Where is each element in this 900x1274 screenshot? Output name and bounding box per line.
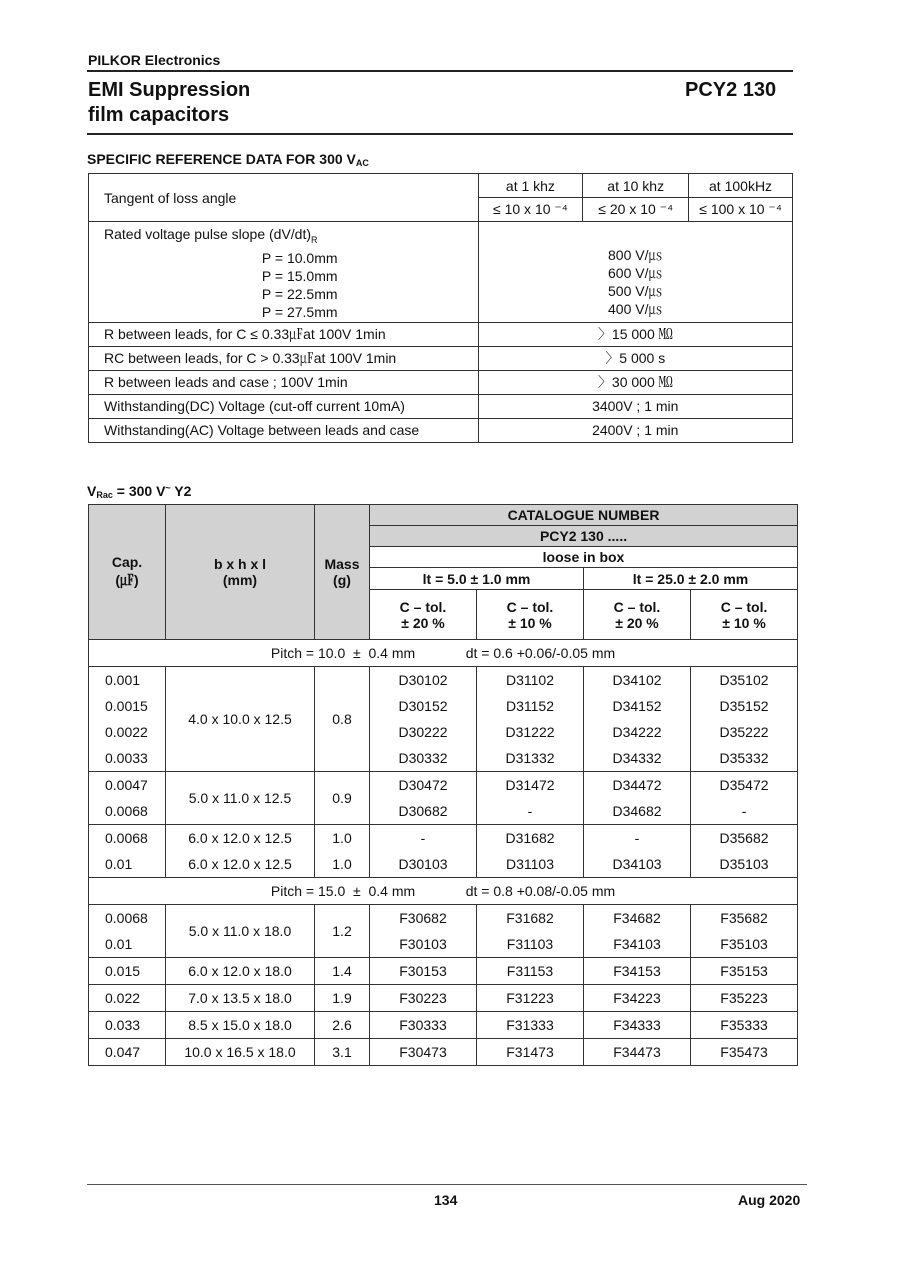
pulse-slope-label	[104, 225, 478, 249]
catalogue-row-group	[89, 905, 798, 958]
header-packing: loose in box	[370, 547, 798, 568]
pulse-slope-label-text: Rated voltage pulse slope (dV/dt)	[104, 226, 312, 242]
header-catalogue: CATALOGUE NUMBER	[370, 505, 798, 526]
cap-values-line: 0.01	[105, 936, 133, 952]
document-title	[88, 78, 250, 128]
catalogue-table	[88, 504, 798, 1066]
catalogue-code-column	[477, 905, 584, 958]
footer-divider	[87, 1184, 807, 1185]
catalogue-code: F35473	[691, 1039, 798, 1066]
spec-row	[89, 346, 793, 370]
section-catalogue-title	[87, 483, 191, 500]
spec-row	[89, 322, 793, 346]
mass-value: 0.8	[315, 667, 370, 772]
dims-values-line: 6.0 x 12.0 x 12.5	[188, 856, 292, 872]
catalogue-code: F30333	[370, 1012, 477, 1039]
dims-values	[166, 825, 315, 878]
dims-value: 8.5 x 15.0 x 18.0	[166, 1012, 315, 1039]
cap-values	[89, 772, 166, 825]
catalogue-code: F30153	[370, 958, 477, 985]
cap-values-line: 0.0068	[105, 803, 148, 819]
catalogue-code-column-line: D30332	[398, 750, 448, 766]
catalogue-row	[89, 1012, 798, 1039]
catalogue-code-column	[584, 772, 691, 825]
catalogue-code-column-line: F30682	[399, 910, 447, 926]
catalogue-code-column	[584, 667, 691, 772]
spec-label: R between leads and case ; 100V 1min	[89, 370, 479, 394]
catalogue-row-group	[89, 772, 798, 825]
header-lead-length-5: lt = 5.0 ± 1.0 mm	[370, 568, 584, 590]
cap-values-line: 0.0022	[105, 724, 148, 740]
tol-value: ± 20 %	[401, 614, 445, 631]
tangent-row-header	[89, 174, 793, 198]
pitch-10-label: Pitch = 10.0 ± 0.4 mm dt = 0.6 +0.06/-0.05 mm	[89, 640, 798, 667]
catalogue-code-column-line: -	[527, 803, 533, 819]
cap-unit: (㎌)	[115, 572, 139, 588]
catalogue-code-column	[584, 905, 691, 958]
mass-value: 0.9	[315, 772, 370, 825]
catalogue-code-column-line: D31472	[505, 777, 555, 793]
model-number: PCY2 130	[685, 79, 777, 101]
header-tol-10-a	[477, 590, 584, 640]
header-dims	[166, 505, 315, 640]
cap-value: 0.033	[89, 1012, 166, 1039]
catalogue-code-column	[370, 825, 477, 878]
slope-value-22-5: 500 V/㎲	[608, 282, 663, 299]
catalogue-code: F34473	[584, 1039, 691, 1066]
catalogue-code-column-line: F35103	[720, 936, 768, 952]
catalogue-code-column	[691, 825, 798, 878]
catalogue-code-column-line: D34103	[612, 856, 662, 872]
publication-date: Aug 2020	[738, 1192, 801, 1208]
spec-label: R between leads, for C ≤ 0.33㎌at 100V 1min	[89, 322, 479, 346]
catalogue-row	[89, 985, 798, 1012]
catalogue-code-column-line: D31222	[505, 724, 555, 740]
pitch-27-5: P = 27.5mm	[261, 303, 338, 320]
catalogue-code-column-line: D30103	[398, 856, 448, 872]
tol-label: C – tol.	[399, 598, 447, 615]
mass-value: 2.6	[315, 1012, 370, 1039]
catalogue-code-column-line: D35332	[719, 750, 769, 766]
catalogue-code: F31473	[477, 1039, 584, 1066]
spec-row	[89, 370, 793, 394]
tol-label: C – tol.	[506, 598, 554, 615]
catalogue-code-column-line: D34332	[612, 750, 662, 766]
catalogue-code-column-line: -	[420, 830, 426, 846]
mass-value: 1.4	[315, 958, 370, 985]
mass-value: 1.9	[315, 985, 370, 1012]
catalogue-code-column-line: D34472	[612, 777, 662, 793]
catalogue-code-column-line: D30682	[398, 803, 448, 819]
tol-label: C – tol.	[613, 598, 661, 615]
pitch-22-5: P = 22.5mm	[261, 285, 338, 302]
header-mass	[315, 505, 370, 640]
dims-unit: (mm)	[222, 572, 258, 588]
catalogue-code-column-line: D35103	[719, 856, 769, 872]
pitch-10-section	[89, 640, 798, 878]
pulse-slope-label-cell	[89, 222, 479, 323]
cap-values-line: 0.0033	[105, 750, 148, 766]
spec-label: Withstanding(AC) Voltage between leads and case	[89, 418, 479, 442]
cap-values-line: 0.0015	[105, 698, 148, 714]
spec-value: 〉15 000 ㏁	[478, 322, 792, 346]
tangent-value-1khz: ≤ 10 x 10 ⁻⁴	[478, 198, 583, 222]
cap-values-line: 0.001	[105, 672, 141, 688]
freq-1khz: at 1 khz	[478, 174, 583, 198]
catalogue-code-column	[691, 667, 798, 772]
catalogue-code-column-line: F34103	[613, 936, 661, 952]
catalogue-code-column-line: F30103	[399, 936, 447, 952]
company-name: PILKOR Electronics	[88, 52, 221, 68]
catalogue-code-column-line: D35152	[719, 698, 769, 714]
header-divider	[87, 70, 793, 72]
cap-values-line: 0.0047	[105, 777, 148, 793]
catalogue-code: F35153	[691, 958, 798, 985]
title-line-1: EMI Suppression	[88, 79, 251, 101]
catalogue-code-column	[370, 905, 477, 958]
pitch-15-section	[89, 878, 798, 1066]
dims-value: 5.0 x 11.0 x 12.5	[166, 772, 315, 825]
cap-values	[89, 667, 166, 772]
pitch-10: P = 10.0mm	[261, 249, 338, 266]
pitch-15-row	[89, 878, 798, 905]
cap-values-line: 0.0068	[105, 830, 148, 846]
catalogue-code-column-line: D31102	[505, 672, 554, 688]
catalogue-code-column-line: D35472	[719, 777, 769, 793]
mass-value: 3.1	[315, 1039, 370, 1066]
catalogue-row-group	[89, 825, 798, 878]
dims-values-line: 6.0 x 12.0 x 12.5	[188, 830, 292, 846]
cap-value: 0.022	[89, 985, 166, 1012]
section-title-text: SPECIFIC REFERENCE DATA FOR 300 V	[87, 151, 356, 167]
catalogue-code: F30473	[370, 1039, 477, 1066]
catalogue-code-column-line: D30102	[398, 672, 448, 688]
catalogue-code: F31153	[477, 958, 584, 985]
title-v-sub: Rac	[96, 490, 113, 500]
title-v: V	[87, 483, 97, 499]
catalogue-code: F31223	[477, 985, 584, 1012]
catalogue-row	[89, 1039, 798, 1066]
cap-values	[89, 905, 166, 958]
title-divider	[87, 133, 793, 135]
cap-label: Cap.	[111, 554, 143, 570]
pitch-10-row	[89, 640, 798, 667]
title-mid: = 300 V	[112, 483, 166, 499]
cap-values-line: 0.0068	[105, 910, 148, 926]
catalogue-code-column-line: D35682	[719, 830, 769, 846]
catalogue-code-column-line: D34102	[612, 672, 662, 688]
catalogue-code-column	[370, 772, 477, 825]
catalogue-code-column-line: D30472	[398, 777, 448, 793]
catalogue-code-column	[691, 905, 798, 958]
freq-100khz: at 100kHz	[689, 174, 793, 198]
header-row-1	[89, 505, 798, 526]
spec-value: 〉5 000 s	[478, 346, 792, 370]
tol-value: ± 10 %	[508, 614, 552, 631]
mass-value: 1.2	[315, 905, 370, 958]
tol-value: ± 20 %	[615, 614, 659, 631]
catalogue-code-column-line: -	[741, 803, 747, 819]
spec-value: 〉30 000 ㏁	[478, 370, 792, 394]
freq-10khz: at 10 khz	[583, 174, 689, 198]
pulse-slope-values	[478, 222, 792, 323]
tol-value: ± 10 %	[722, 614, 766, 631]
cap-value: 0.015	[89, 958, 166, 985]
catalogue-code: F35223	[691, 985, 798, 1012]
dims-label: b x h x l	[213, 556, 267, 572]
catalogue-code-column-line: F35682	[720, 910, 768, 926]
header-tol-10-b	[691, 590, 798, 640]
dims-value: 4.0 x 10.0 x 12.5	[166, 667, 315, 772]
spec-row	[89, 418, 793, 442]
spec-value: 2400V ; 1 min	[478, 418, 792, 442]
tol-label: C – tol.	[720, 598, 768, 615]
catalogue-code-column-line: D31682	[505, 830, 555, 846]
catalogue-row	[89, 958, 798, 985]
spec-label: Withstanding(DC) Voltage (cut-off current 10mA)	[89, 394, 479, 418]
header-tol-20-a	[370, 590, 477, 640]
catalogue-code-column-line: D34222	[612, 724, 662, 740]
cap-value: 0.047	[89, 1039, 166, 1066]
catalogue-code-column-line: D31152	[505, 698, 554, 714]
catalogue-code-column-line: D34152	[612, 698, 662, 714]
catalogue-code-column	[477, 667, 584, 772]
slope-value-10: 800 V/㎲	[608, 246, 663, 263]
catalogue-code-column-line: D31332	[505, 750, 555, 766]
dims-value: 6.0 x 12.0 x 18.0	[166, 958, 315, 985]
reference-data-table	[88, 173, 793, 443]
header-lead-length-25: lt = 25.0 ± 2.0 mm	[584, 568, 798, 590]
catalogue-code: F34333	[584, 1012, 691, 1039]
tangent-label: Tangent of loss angle	[89, 174, 479, 222]
mass-label: Mass	[324, 556, 360, 572]
catalogue-code-column-line: D35102	[719, 672, 769, 688]
catalogue-code-column-line: F31103	[506, 936, 554, 952]
catalogue-code-column	[370, 667, 477, 772]
dims-value: 10.0 x 16.5 x 18.0	[166, 1039, 315, 1066]
catalogue-code-column-line: F34682	[613, 910, 661, 926]
pitch-15: P = 15.0mm	[261, 267, 338, 284]
tangent-value-100khz: ≤ 100 x 10 ⁻⁴	[689, 198, 793, 222]
title-line-2: film capacitors	[88, 104, 230, 126]
catalogue-code: F30223	[370, 985, 477, 1012]
header-tol-20-b	[584, 590, 691, 640]
catalogue-code-column-line: F31682	[506, 910, 554, 926]
catalogue-code: F35333	[691, 1012, 798, 1039]
mass-unit: (g)	[333, 572, 351, 588]
cap-values-line: 0.01	[105, 856, 133, 872]
catalogue-row-group	[89, 667, 798, 772]
spec-label: RC between leads, for C > 0.33㎌at 100V 1min	[89, 346, 479, 370]
pitch-15-label: Pitch = 15.0 ± 0.4 mm dt = 0.8 +0.08/-0.05 mm	[89, 878, 798, 905]
dims-value: 7.0 x 13.5 x 18.0	[166, 985, 315, 1012]
tangent-value-10khz: ≤ 20 x 10 ⁻⁴	[583, 198, 689, 222]
header-series: PCY2 130 .....	[370, 526, 798, 547]
section-title-subscript: AC	[355, 158, 369, 168]
cap-values	[89, 825, 166, 878]
slope-value-15: 600 V/㎲	[608, 264, 663, 281]
section-reference-data-title	[87, 151, 369, 168]
spec-value: 3400V ; 1 min	[478, 394, 792, 418]
catalogue-code: F31333	[477, 1012, 584, 1039]
page-number: 134	[434, 1192, 458, 1208]
pulse-slope-label-sub: R	[311, 234, 318, 245]
pulse-slope-row	[89, 222, 793, 323]
catalogue-code-column-line: D35222	[719, 724, 769, 740]
mass-values-line: 1.0	[332, 856, 352, 872]
catalogue-code: F34223	[584, 985, 691, 1012]
mass-values	[315, 825, 370, 878]
catalogue-code-column-line: D31103	[505, 856, 554, 872]
catalogue-code: F34153	[584, 958, 691, 985]
catalogue-code-column-line: D34682	[612, 803, 662, 819]
spec-row	[89, 394, 793, 418]
catalogue-code-column	[584, 825, 691, 878]
catalogue-code-column-line: D30222	[398, 724, 448, 740]
mass-values-line: 1.0	[332, 830, 352, 846]
header-cap	[89, 505, 166, 640]
title-end: Y2	[170, 483, 192, 499]
dims-value: 5.0 x 11.0 x 18.0	[166, 905, 315, 958]
catalogue-code-column-line: -	[634, 830, 640, 846]
catalogue-code-column	[477, 772, 584, 825]
catalogue-code-column	[691, 772, 798, 825]
catalogue-code-column	[477, 825, 584, 878]
slope-value-27-5: 400 V/㎲	[608, 300, 663, 317]
catalogue-code-column-line: D30152	[398, 698, 448, 714]
title-sup: ~	[165, 483, 171, 493]
